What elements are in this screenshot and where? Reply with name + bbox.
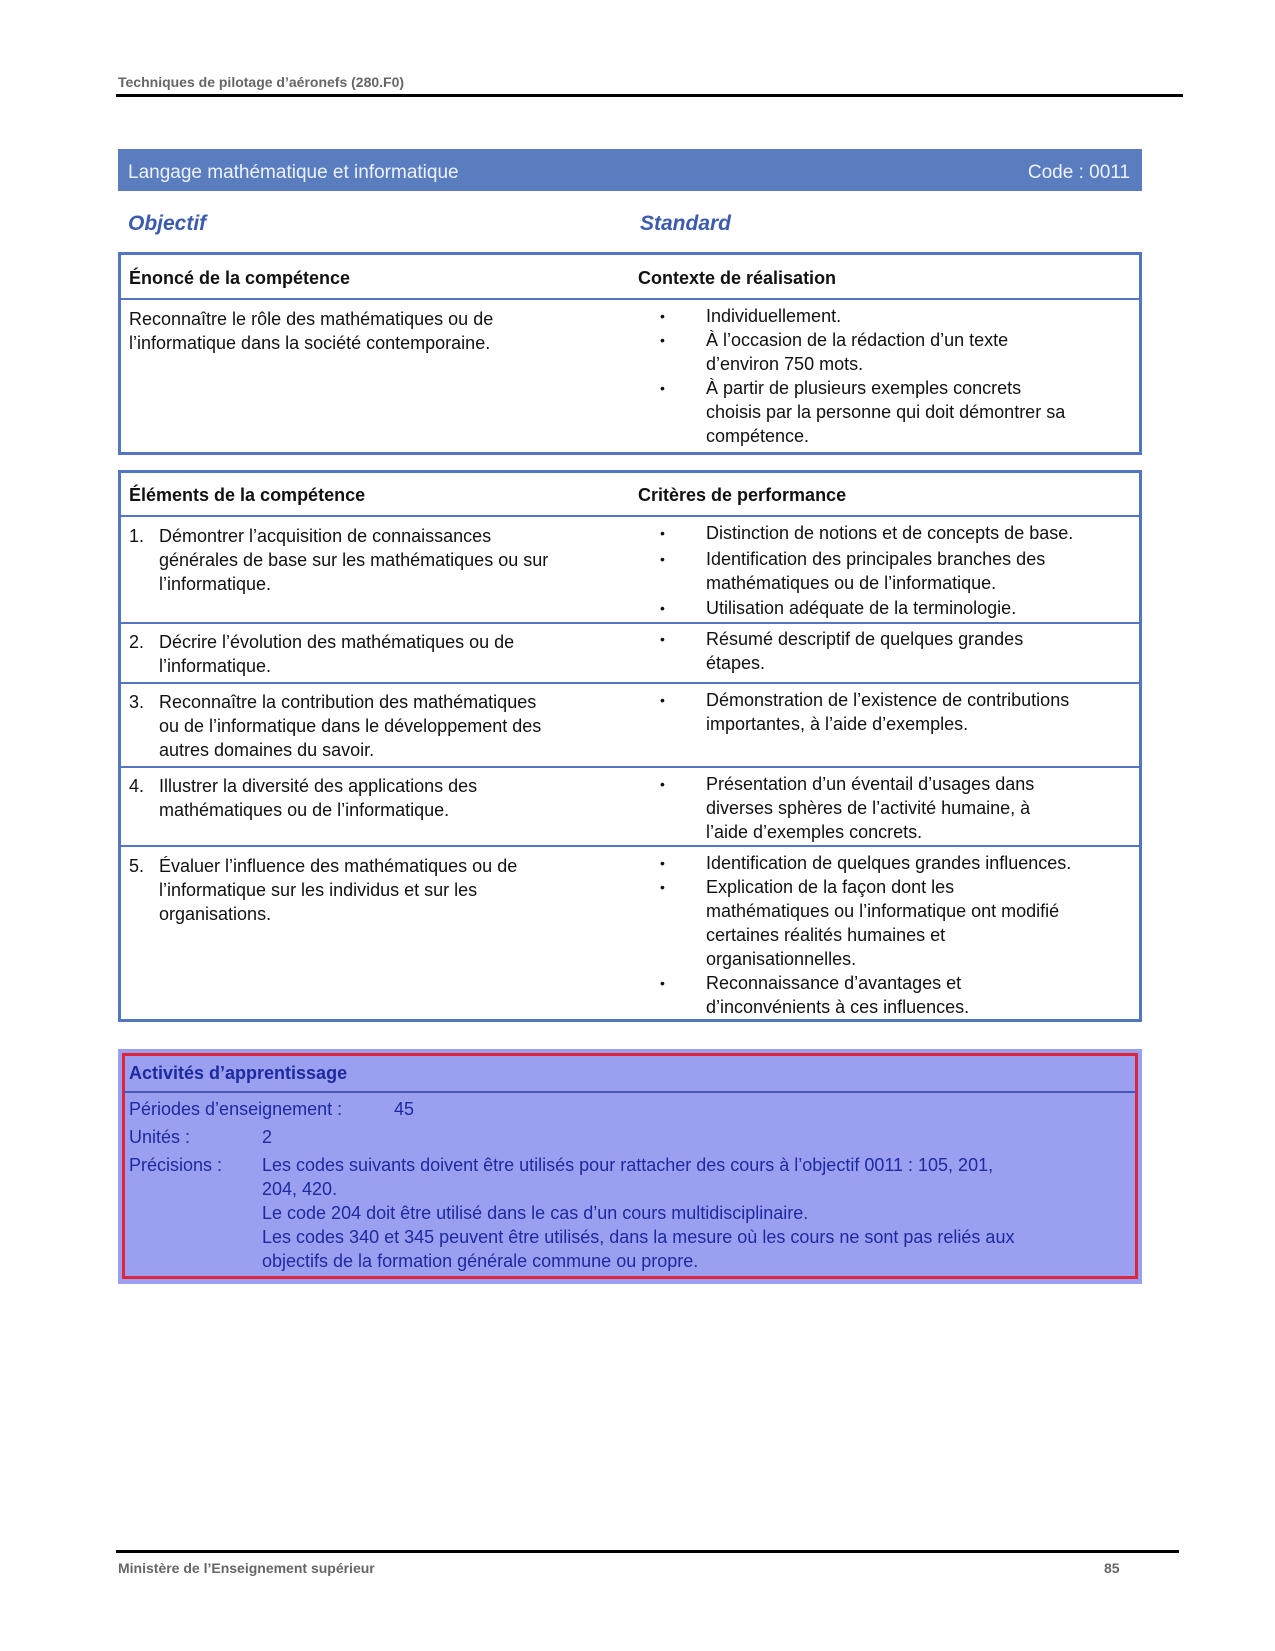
- element-line: Démontrer l’acquisition de connaissances: [159, 526, 492, 546]
- contexte-line: choisis par la personne qui doit démontrer sa: [706, 402, 1066, 422]
- criteria-line: Explication de la façon dont les: [706, 877, 955, 897]
- criteres-header: Critères de performance: [638, 485, 847, 505]
- program-header: Techniques de pilotage d’aéronefs (280.F0): [118, 74, 405, 90]
- bullet-icon: •: [660, 332, 665, 348]
- element-row-4: [129, 774, 629, 822]
- activities-divider: [124, 1091, 1136, 1093]
- periodes-label: Périodes d’enseignement :: [129, 1099, 343, 1119]
- precisions-line: Les codes suivants doivent être utilisés pour rattacher des cours à l’objectif 0011 : 105, 201,: [262, 1155, 994, 1175]
- contexte-line: À l’occasion de la rédaction d’un texte: [706, 330, 1009, 350]
- criteria-line: Identification de quelques grandes influences.: [706, 853, 1072, 873]
- list-item: [660, 772, 1140, 844]
- list-item: [660, 521, 1140, 547]
- bullet-icon: •: [660, 525, 665, 541]
- bullet-icon: •: [660, 776, 665, 792]
- contexte-list: [660, 304, 1130, 448]
- criteria-line: certaines réalités humaines et: [706, 925, 946, 945]
- bullet-icon: •: [660, 600, 665, 616]
- row-divider: [118, 682, 1142, 684]
- standard-label: Standard: [640, 212, 732, 235]
- list-item: [660, 328, 1130, 376]
- criteria-row-3: [660, 688, 1140, 736]
- unites-label: Unités :: [129, 1127, 191, 1147]
- criteria-line: mathématiques ou l’informatique ont modifié: [706, 901, 1060, 921]
- list-item: [660, 875, 1140, 971]
- element-row-3: [129, 690, 629, 762]
- enonce-text: [129, 307, 493, 355]
- element-line: ou de l’informatique dans le développement des: [159, 716, 542, 736]
- row-divider: [118, 845, 1142, 847]
- criteria-line: Démonstration de l’existence de contributions: [706, 690, 1070, 710]
- element-number: 4.: [129, 776, 145, 796]
- elements-divider: [118, 515, 1142, 517]
- list-item: [660, 304, 1130, 328]
- row-divider: [118, 622, 1142, 624]
- criteria-line: organisationnelles.: [706, 949, 857, 969]
- element-row-2: [129, 630, 629, 678]
- footer-rule: [116, 1550, 1179, 1553]
- activities-title: Activités d’apprentissage: [129, 1063, 348, 1083]
- contexte-line: À partir de plusieurs exemples concrets: [706, 378, 1022, 398]
- precisions-line: Les codes 340 et 345 peuvent être utilisés, dans la mesure où les cours ne sont pas reliés aux: [262, 1227, 1015, 1247]
- criteria-line: mathématiques ou de l’informatique.: [706, 573, 997, 593]
- contexte-line: Individuellement.: [706, 306, 842, 326]
- bullet-icon: •: [660, 855, 665, 871]
- course-title: Langage mathématique et informatique: [128, 162, 459, 183]
- element-number: 2.: [129, 632, 145, 652]
- competence-divider: [118, 298, 1142, 300]
- criteria-row-5: [660, 851, 1140, 1019]
- criteria-line: d’inconvénients à ces influences.: [706, 997, 970, 1017]
- element-line: l’informatique.: [159, 574, 272, 594]
- criteria-line: l’aide d’exemples concrets.: [706, 822, 923, 842]
- list-item: [660, 376, 1130, 448]
- objectif-label: Objectif: [128, 212, 207, 235]
- contexte-line: compétence.: [706, 426, 810, 446]
- criteria-line: Résumé descriptif de quelques grandes: [706, 629, 1024, 649]
- list-item: [660, 547, 1140, 596]
- criteria-row-4: [660, 772, 1140, 844]
- bullet-icon: •: [660, 308, 665, 324]
- list-item: [660, 688, 1140, 736]
- element-line: mathématiques ou de l’informatique.: [159, 800, 450, 820]
- criteria-line: Reconnaissance d’avantages et: [706, 973, 962, 993]
- element-row-1: [129, 524, 629, 596]
- list-item: [660, 971, 1140, 1019]
- element-line: Reconnaître la contribution des mathématiques: [159, 692, 537, 712]
- criteria-line: Utilisation adéquate de la terminologie.: [706, 598, 1017, 618]
- enonce-line: Reconnaître le rôle des mathématiques ou de: [129, 309, 494, 329]
- element-line: Illustrer la diversité des applications des: [159, 776, 478, 796]
- header-rule: [116, 94, 1183, 97]
- precisions-text: [262, 1153, 1134, 1273]
- element-line: organisations.: [159, 904, 272, 924]
- criteria-row-1: [660, 521, 1140, 620]
- criteria-line: importantes, à l’aide d’exemples.: [706, 714, 969, 734]
- enonce-line: l’informatique dans la société contemporaine.: [129, 333, 491, 353]
- course-banner: [118, 149, 1142, 191]
- unites-value: 2: [262, 1127, 273, 1147]
- row-divider: [118, 766, 1142, 768]
- criteria-line: Identification des principales branches des: [706, 549, 1046, 569]
- enonce-header: Énoncé de la compétence: [129, 268, 351, 288]
- element-number: 5.: [129, 856, 145, 876]
- precisions-line: Le code 204 doit être utilisé dans le cas d’un cours multidisciplinaire.: [262, 1203, 809, 1223]
- criteria-line: Distinction de notions et de concepts de base.: [706, 523, 1074, 543]
- list-item: [660, 851, 1140, 875]
- contexte-header: Contexte de réalisation: [638, 268, 837, 288]
- criteria-row-2: [660, 627, 1140, 675]
- criteria-line: diverses sphères de l’activité humaine, à: [706, 798, 1031, 818]
- page-number: 85: [1104, 1560, 1120, 1576]
- element-line: l’informatique sur les individus et sur les: [159, 880, 478, 900]
- bullet-icon: •: [660, 551, 665, 567]
- bullet-icon: •: [660, 380, 665, 396]
- criteria-line: Présentation d’un éventail d’usages dans: [706, 774, 1035, 794]
- element-line: Évaluer l’influence des mathématiques ou de: [159, 856, 518, 876]
- precisions-label: Précisions :: [129, 1155, 223, 1175]
- periodes-value: 45: [394, 1099, 415, 1119]
- element-number: 3.: [129, 692, 145, 712]
- list-item: [660, 596, 1140, 620]
- element-number: 1.: [129, 526, 145, 546]
- list-item: [660, 627, 1140, 675]
- elements-header: Éléments de la compétence: [129, 485, 366, 505]
- element-line: autres domaines du savoir.: [159, 740, 375, 760]
- element-line: Décrire l’évolution des mathématiques ou de: [159, 632, 515, 652]
- bullet-icon: •: [660, 879, 665, 895]
- course-code: Code : 0011: [1027, 162, 1130, 183]
- criteria-line: étapes.: [706, 653, 766, 673]
- contexte-line: d’environ 750 mots.: [706, 354, 864, 374]
- element-line: l’informatique.: [159, 656, 272, 676]
- footer-ministry: Ministère de l’Enseignement supérieur: [118, 1560, 375, 1576]
- element-line: générales de base sur les mathématiques ou sur: [159, 550, 549, 570]
- precisions-line: 204, 420.: [262, 1179, 338, 1199]
- bullet-icon: •: [660, 975, 665, 991]
- bullet-icon: •: [660, 692, 665, 708]
- element-row-5: [129, 854, 629, 926]
- precisions-line: objectifs de la formation générale commune ou propre.: [262, 1251, 699, 1271]
- bullet-icon: •: [660, 631, 665, 647]
